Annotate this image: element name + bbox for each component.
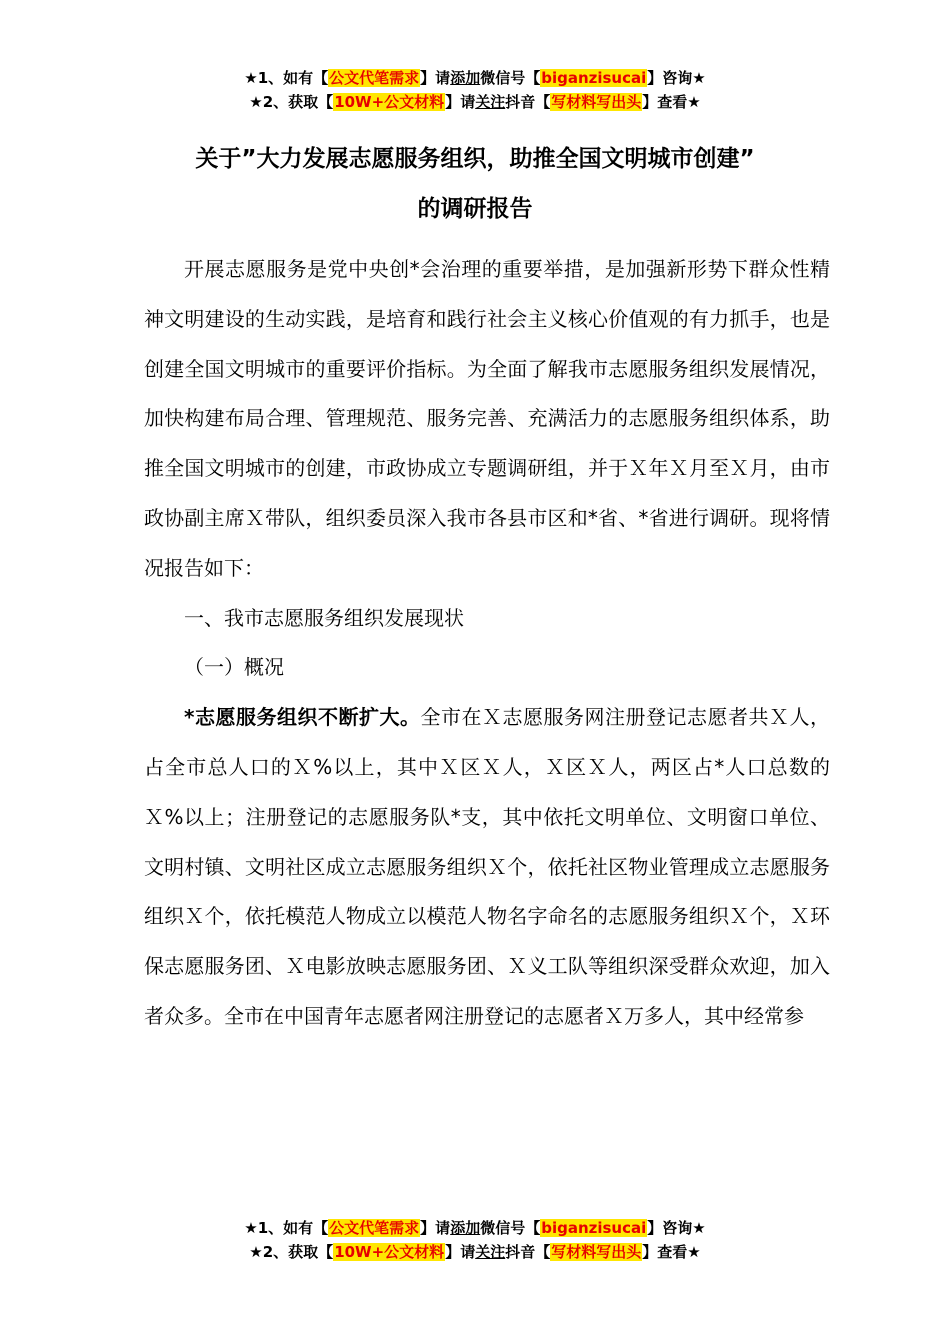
promo-text: 】查看★ [642, 93, 701, 111]
promo-text: 抖音【 [505, 1243, 551, 1261]
promo-underlined-text: 添加 [450, 69, 481, 87]
subsection-heading: （一）概况 [184, 655, 284, 680]
promo-highlight: biganzisucai [541, 69, 647, 87]
promo-highlight: 10W+公文材料 [334, 1243, 445, 1261]
promo-line-2 [0, 1240, 950, 1264]
promo-text: 】咨询★ [647, 1219, 706, 1237]
document-title-line-2: 的调研报告 [417, 196, 533, 222]
promo-text: 】查看★ [642, 1243, 701, 1261]
promo-text: 】请 [420, 69, 451, 87]
section-heading: 一、我市志愿服务组织发展现状 [184, 605, 464, 630]
promo-underlined-text: 添加 [450, 1219, 481, 1237]
paragraph-body: 全市在Ｘ志愿服务网注册登记志愿者共Ｘ人，占全市总人口的Ｘ%以上，其中Ｘ区Ｘ人，Ｘ区Ｘ人，两区占*人口总数的Ｘ%以上；注册登记的志愿服务队*支，其中依托文明单位、文明窗口单位、文明村镇、文明社区成立志愿服务组织Ｘ个，依托社区物业管理成立志愿服务组织Ｘ个，依托模范人物成立以模范人物名字命名的志愿服务组织Ｘ个，Ｘ环保志愿服务团、Ｘ电影放映志愿服务团、Ｘ义工队等组织深受群众欢迎，加入者众多。全市在中国青年志愿者网注册登记的志愿者Ｘ万多人，其中经常参 [144, 705, 831, 1028]
promo-text: ★2、获取【 [249, 1243, 334, 1261]
promo-text: 微信号【 [480, 1219, 541, 1237]
promo-text: ★2、获取【 [249, 93, 334, 111]
promo-text: 】请 [445, 1243, 476, 1261]
overview-paragraph [144, 693, 830, 1042]
promo-text: 】请 [420, 1219, 451, 1237]
promo-text: ★1、如有【 [244, 1219, 329, 1237]
promo-highlight: 写材料写出头 [551, 93, 642, 111]
promo-line-2 [0, 90, 950, 114]
promo-text: 微信号【 [480, 69, 541, 87]
promo-text: 】咨询★ [647, 69, 706, 87]
promo-banner-bottom [0, 1216, 950, 1264]
intro-paragraph: 开展志愿服务是党中央创*会治理的重要举措，是加强新形势下群众性精神文明建设的生动实践，是培育和践行社会主义核心价值观的有力抓手，也是创建全国文明城市的重要评价指标。为全面了解我市志愿服务组织发展情况，加快构建布局合理、管理规范、服务完善、充满活力的志愿服务组织体系，助推全国文明城市的创建，市政协成立专题调研组，并于Ｘ年Ｘ月至Ｘ月，由市政协副主席Ｘ带队，组织委员深入我市各县市区和*省、*省进行调研。现将情况报告如下： [144, 257, 830, 580]
document-title-line-1: 关于”大力发展志愿服务组织，助推全国文明城市创建” [195, 146, 755, 172]
promo-highlight: 公文代笔需求 [329, 1219, 420, 1237]
promo-text: 】请 [445, 93, 476, 111]
promo-text: ★1、如有【 [244, 69, 329, 87]
promo-highlight: 10W+公文材料 [334, 93, 445, 111]
promo-line-1 [0, 1216, 950, 1240]
promo-highlight: 公文代笔需求 [329, 69, 420, 87]
promo-banner-top [0, 66, 950, 114]
document-body [144, 245, 830, 1042]
promo-line-1 [0, 66, 950, 90]
promo-underlined-text: 关注 [475, 1243, 506, 1261]
promo-highlight: biganzisucai [541, 1219, 647, 1237]
promo-underlined-text: 关注 [475, 93, 506, 111]
paragraph-lead: *志愿服务组织不断扩大。 [184, 705, 421, 730]
promo-highlight: 写材料写出头 [551, 1243, 642, 1261]
promo-text: 抖音【 [505, 93, 551, 111]
